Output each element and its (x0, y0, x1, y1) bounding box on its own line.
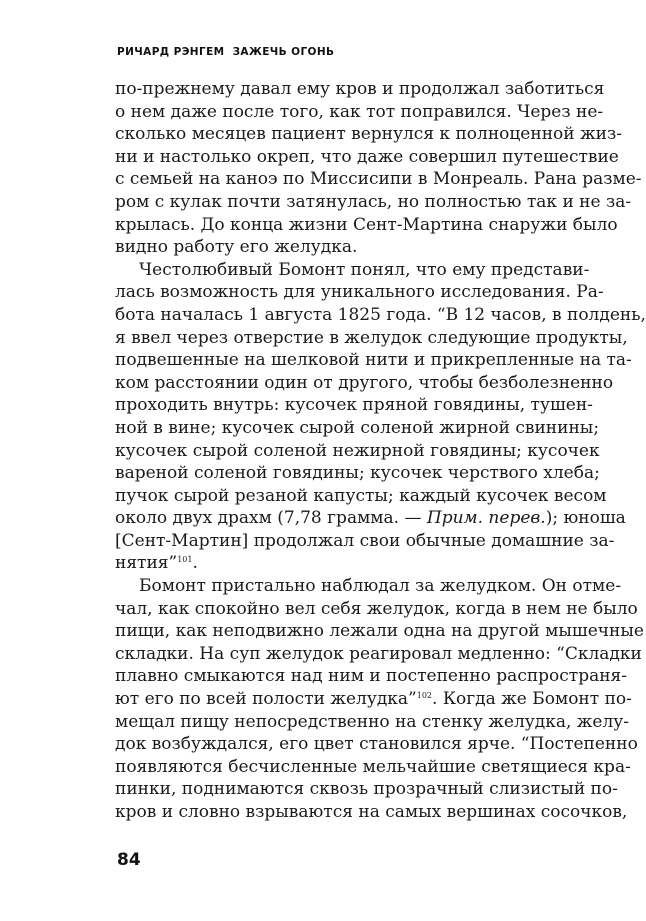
body-text (115, 78, 646, 824)
text-line: появляются бесчисленные мельчайшие светящиеся кра- (115, 756, 631, 777)
text-line: кров и словно взрываются на самых вершинах сосочков, (115, 802, 628, 822)
text-line: ни и настолько окреп, что даже совершил путешествие (115, 146, 619, 167)
text-line: проходить внутрь: кусочек пряной говядины, тушен- (115, 395, 593, 416)
running-head (117, 46, 334, 58)
text-line: мещал пищу непосредственно на стенку желудка, желу- (115, 711, 630, 732)
translator-note: Прим. перев. (426, 508, 546, 529)
text-line: ют его по всей полости желудка”$^{102}$. Когда же Бомонт по- (115, 689, 632, 710)
text-line: крылась. До конца жизни Сент-Мартина снаружи было (115, 214, 618, 235)
text-line: вареной соленой говядины; кусочек черствого хлеба; (115, 463, 600, 484)
text-line: пучок сырой резаной капусты; каждый кусочек весом (115, 485, 607, 506)
text-line: сколько месяцев пациент вернулся к полноценной жиз- (115, 124, 622, 145)
footnote-ref: 102 (416, 691, 433, 701)
running-head-title: ЗАЖЕЧЬ ОГОНЬ (232, 46, 335, 58)
paragraph-first-line: Честолюбивый Бомонт понял, что ему представи- (139, 259, 590, 280)
text-line: складки. На суп желудок реагировал медленно: “Складки (115, 643, 642, 664)
text-line: бота началась 1 августа 1825 года. “В 12 часов, в полдень, (115, 304, 646, 325)
text-line: около двух драхм (7,78 грамма. — Прим. перев.); юноша (115, 508, 626, 529)
paragraph-first-line: Бомонт пристально наблюдал за желудком. Он отме- (139, 576, 622, 597)
text-line: пинки, поднимаются сквозь прозрачный слизистый по- (115, 779, 618, 800)
text-line: с семьей на каноэ по Миссисипи в Монреаль. Рана разме- (115, 169, 642, 190)
running-head-author: РИЧАРД РЭНГЕМ (117, 46, 225, 58)
text-line: нятия”$^{101}$. (115, 553, 198, 574)
text-line: [Сент-Мартин] продолжал свои обычные домашние за- (115, 530, 615, 551)
text-line: подвешенные на шелковой нити и прикрепленные на та- (115, 350, 632, 371)
text-line: о нем даже после того, как тот поправился. Через не- (115, 101, 604, 122)
page-number: 84 (117, 850, 141, 870)
text-line: кусочек сырой соленой нежирной говядины; кусочек (115, 440, 600, 461)
text-line: по-прежнему давал ему кров и продолжал заботиться (115, 79, 605, 99)
text-line: ной в вине; кусочек сырой соленой жирной свинины; (115, 417, 600, 438)
text-line: ком расстоянии один от другого, чтобы безболезненно (115, 372, 614, 393)
text-line: пищи, как неподвижно лежали одна на другой мышечные (115, 621, 644, 642)
text-line: я ввел через отверстие в желудок следующие продукты, (115, 327, 628, 348)
text-line: видно работу его желудка. (115, 237, 358, 258)
text-line: чал, как спокойно вел себя желудок, когда в нем не было (115, 598, 638, 619)
text-line: док возбуждался, его цвет становился ярче. “Постепенно (115, 734, 638, 755)
text-line: лась возможность для уникального исследования. Ра- (115, 282, 604, 303)
text-line: плавно смыкаются над ним и постепенно распространя- (115, 666, 628, 687)
text-line: ром с кулак почти затянулась, но полностью так и не за- (115, 191, 632, 212)
footnote-ref: 101 (177, 555, 193, 565)
